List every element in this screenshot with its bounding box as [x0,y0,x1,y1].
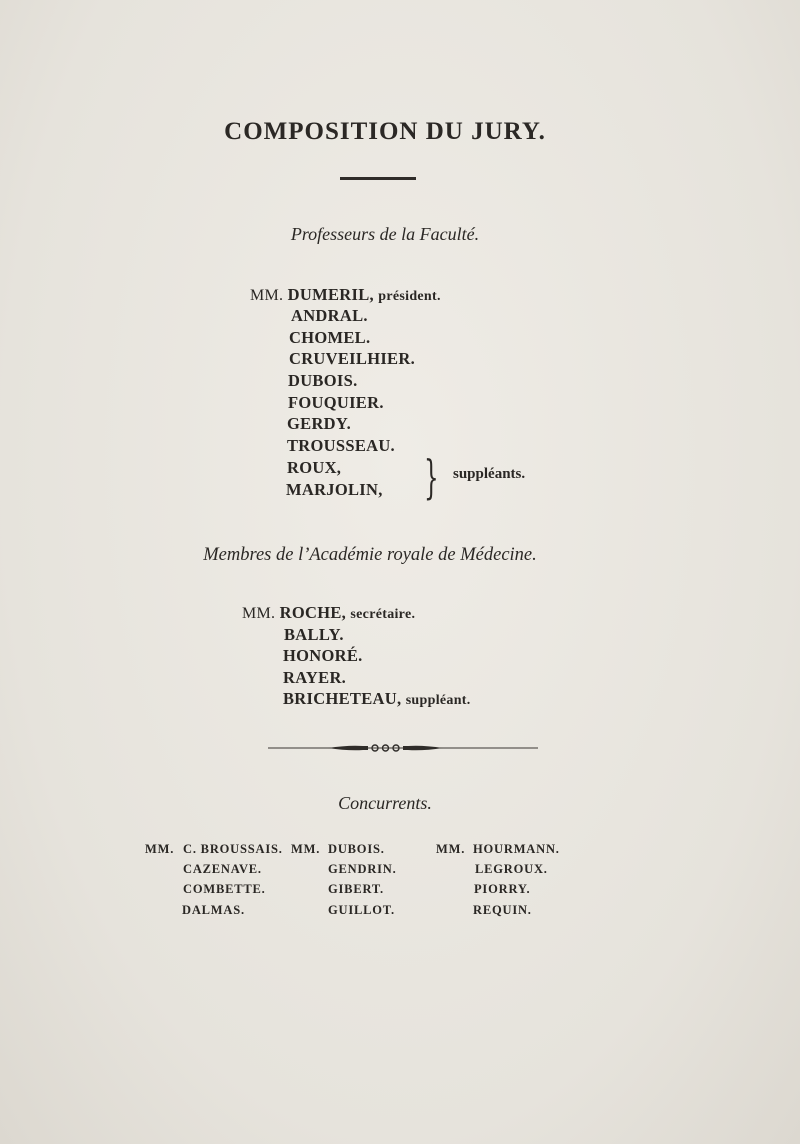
competitor-name: GUILLOT. [328,903,395,917]
faculty-member-row [289,349,415,369]
competitors-prefix: MM. [145,842,175,856]
faculty-member-name: DUBOIS. [288,371,358,390]
competitor-name: DALMAS. [182,903,245,917]
faculty-member-name: MARJOLIN, [286,480,383,499]
competitor-name: C. BROUSSAIS. [183,842,283,856]
faculty-member-name: DUMERIL, [287,285,374,304]
competitor-name: GIBERT. [328,882,384,896]
academy-member-name: BALLY. [284,625,344,644]
academy-member-name: BRICHETEAU, [283,689,402,708]
academy-member-role: suppléant. [405,693,471,708]
competitor-name: GENDRIN. [328,862,397,876]
faculty-member-row [288,371,358,391]
competitor-name: COMBETTE. [183,882,266,896]
faculty-member-name: CHOMEL. [289,328,371,347]
faculty-member-row [287,458,341,478]
faculty-prefix: MM. [250,287,284,304]
competitors-prefix: MM. [291,842,321,856]
academy-member-row [284,625,344,645]
academy-member-name: ROCHE, [279,603,347,622]
academy-prefix: MM. [242,605,276,622]
faculty-member-name: TROUSSEAU. [287,436,395,455]
academy-member-row [242,603,415,623]
faculty-member-name: ANDRAL. [291,306,368,325]
faculty-member-name: GERDY. [287,414,351,433]
competitor-name: HOURMANN. [473,842,560,856]
faculty-member-row [287,436,395,456]
competitor-name: CAZENAVE. [183,862,262,876]
competitor-name: REQUIN. [473,903,532,917]
page-title: COMPOSITION DU JURY. [224,118,546,145]
academy-heading: Membres de l’Académie royale de Médecine. [203,545,537,565]
title-rule [340,177,416,180]
faculty-member-row [250,285,441,305]
competitor-name: DUBOIS. [328,842,385,856]
competitors-heading: Concurrents. [338,793,432,813]
faculty-member-row [291,306,368,326]
competitor-name: LEGROUX. [475,862,548,876]
curly-brace-icon: } [424,450,439,504]
competitors-prefix: MM. [436,842,466,856]
faculty-member-name: ROUX, [287,458,342,477]
competitor-name: PIORRY. [474,882,531,896]
academy-member-row [283,646,363,666]
faculty-member-row [289,328,370,348]
academy-member-name: HONORÉ. [283,646,363,665]
academy-member-role: secrétaire. [350,607,416,622]
academy-member-row [283,668,346,688]
faculty-member-role: président. [378,289,441,304]
faculty-heading: Professeurs de la Faculté. [290,224,480,244]
academy-member-row [283,689,471,709]
substitutes-label: suppléants. [453,466,526,482]
faculty-member-name: CRUVEILHIER. [289,349,415,368]
faculty-member-row [288,393,384,413]
faculty-member-row [286,480,383,500]
ornament-divider [268,740,538,756]
faculty-member-name: FOUQUIER. [288,393,384,412]
academy-member-name: RAYER. [283,668,347,687]
faculty-member-row [287,414,351,434]
